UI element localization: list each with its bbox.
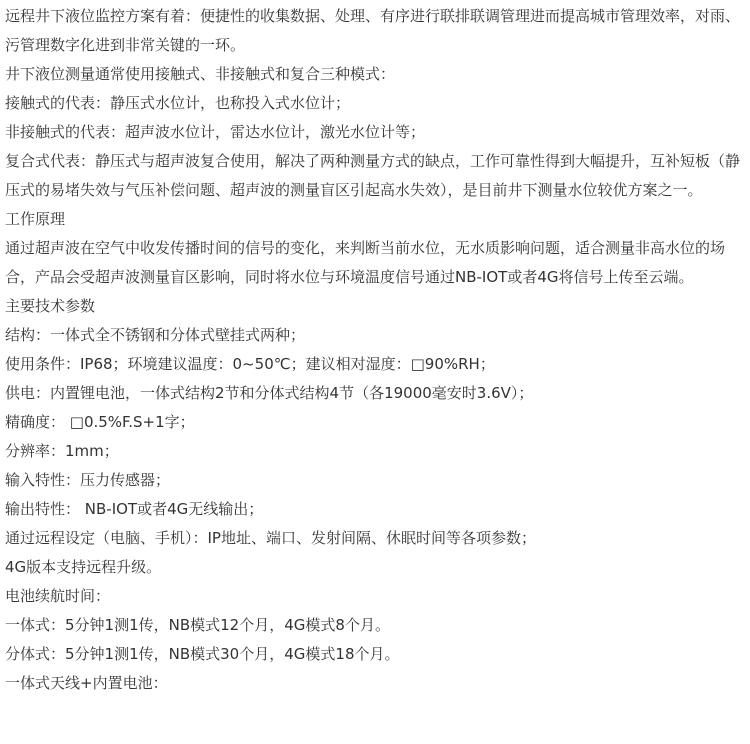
split-battery-line: 分体式：5分钟1测1传，NB模式30个月，4G模式18个月。 [5, 645, 400, 663]
remote-upgrade-line: 4G版本支持远程升级。 [5, 558, 162, 576]
integrated-battery-line: 一体式：5分钟1测1传，NB模式12个月，4G模式8个月。 [5, 616, 390, 634]
measurement-modes-paragraph: 井下液位测量通常使用接触式、非接触式和复合三种模式： [5, 65, 396, 83]
usage-conditions-line: 使用条件：IP68；环境建议温度：0~50℃；建议相对湿度：□90%RH； [5, 355, 495, 373]
power-supply-line: 供电：内置锂电池，一体式结构2节和分体式结构4节（各19000毫安时3.6V）； [5, 384, 534, 402]
composite-type-paragraph: 复合式代表：静压式与超声波复合使用，解决了两种测量方式的缺点，工作可靠性得到大幅提升，互补短板（静压式的易堵失效与气压补偿问题、超声波的测量盲区引起高水失效），是目前井下测量水位较优方案之一。 [5, 152, 741, 199]
non-contact-type-paragraph: 非接触式的代表：超声波水位计，雷达水位计，激光水位计等； [5, 123, 426, 141]
output-line: 输出特性： NB-IOT或者4G无线输出； [5, 500, 264, 518]
structure-line: 结构：一体式全不锈钢和分体式壁挂式两种； [5, 326, 306, 344]
remote-settings-line: 通过远程设定（电脑、手机）：IP地址、端口、发射间隔、休眠时间等各项参数； [5, 529, 536, 547]
battery-life-heading: 电池续航时间： [5, 587, 111, 605]
working-principle-heading: 工作原理 [5, 210, 66, 228]
working-principle-paragraph: 通过超声波在空气中收发传播时间的信号的变化，来判断当前水位，无水质影响问题，适合测量非高水位的场合，产品会受超声波测量盲区影响，同时将水位与环境温度信号通过NB-IOT或者4G将信号上传至云端。 [5, 239, 726, 286]
intro-paragraph: 远程井下液位监控方案有着：便捷性的收集数据、处理、有序进行联排联调管理进而提高城市管理效率，对雨、污管理数字化进到非常关键的一环。 [5, 7, 741, 54]
tech-params-heading: 主要技术参数 [5, 297, 96, 315]
accuracy-line: 精确度： □0.5%F.S+1字； [5, 413, 195, 431]
antenna-battery-line: 一体式天线+内置电池： [5, 674, 168, 692]
contact-type-paragraph: 接触式的代表：静压式水位计，也称投入式水位计； [5, 94, 351, 112]
input-line: 输入特性：压力传感器； [5, 471, 171, 489]
resolution-line: 分辨率：1mm； [5, 442, 119, 460]
document-body [5, 2, 745, 698]
